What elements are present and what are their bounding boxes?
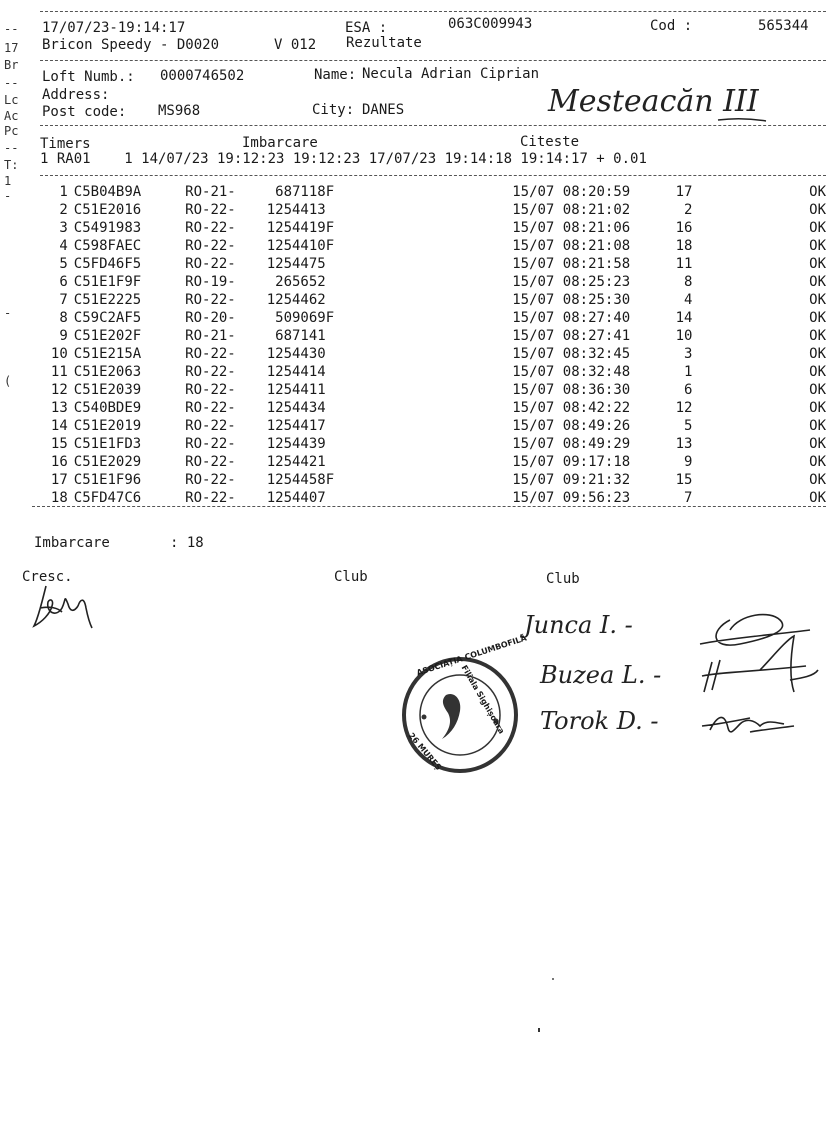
ring-prefix: RO-21- <box>185 328 236 344</box>
arrival-time: 15/07 08:21:06 <box>512 220 631 236</box>
ring-prefix: RO-22- <box>185 490 236 506</box>
status-value: OK <box>809 274 826 290</box>
witness-name-1: Junca I. - <box>524 611 633 639</box>
speck <box>552 978 554 980</box>
table-row <box>36 309 826 327</box>
loft-number-value: 0000746502 <box>160 68 245 84</box>
basket-position: 9 <box>675 454 693 470</box>
arrival-time: 15/07 08:27:40 <box>512 310 631 326</box>
arrival-time: 15/07 08:21:58 <box>512 256 631 272</box>
handwritten-underline <box>716 116 768 124</box>
arrival-time: 15/07 09:21:32 <box>512 472 631 488</box>
separator-line <box>40 60 826 61</box>
name-label: Name: <box>314 67 357 83</box>
ring-prefix: RO-22- <box>185 454 236 470</box>
ring-number: 1254458F <box>266 472 335 488</box>
table-row <box>36 219 826 237</box>
transponder-code: C51E1F96 <box>73 472 142 488</box>
table-row <box>36 345 826 363</box>
arrival-time: 15/07 08:32:45 <box>512 346 631 362</box>
row-index: 3 <box>59 220 68 236</box>
row-index: 17 <box>50 472 68 488</box>
transponder-code: C51E2019 <box>73 418 142 434</box>
arrival-time: 15/07 08:49:29 <box>512 436 631 452</box>
club-stamp <box>400 633 528 779</box>
row-index: 13 <box>50 400 68 416</box>
ring-prefix: RO-19- <box>185 274 236 290</box>
witness-name-2: Buzea L. - <box>540 661 662 689</box>
ring-prefix: RO-21- <box>185 184 236 200</box>
row-index: 6 <box>59 274 68 290</box>
status-value: OK <box>809 436 826 452</box>
transponder-code: C51E2016 <box>73 202 142 218</box>
arrival-time: 15/07 08:32:48 <box>512 364 631 380</box>
stamp-text-inner: Filiala Sighișoara <box>459 663 507 736</box>
transponder-code: C51E2225 <box>73 292 142 308</box>
edge-mark: -- <box>4 22 19 36</box>
status-value: OK <box>809 472 826 488</box>
results-body <box>36 183 826 507</box>
row-index: 2 <box>59 202 68 218</box>
transponder-code: C598FAEC <box>73 238 142 254</box>
row-index: 11 <box>50 364 68 380</box>
basket-position: 7 <box>675 490 693 506</box>
ring-prefix: RO-22- <box>185 256 236 272</box>
table-row <box>36 273 826 291</box>
club-label-2: Club <box>546 571 580 587</box>
summary-imbarcare-label: Imbarcare <box>34 535 110 551</box>
transponder-code: C5491983 <box>73 220 142 236</box>
ring-prefix: RO-22- <box>185 346 236 362</box>
citeste-column-label: Citeste <box>520 134 580 150</box>
ring-prefix: RO-22- <box>185 472 236 488</box>
arrival-time: 15/07 08:25:30 <box>512 292 631 308</box>
table-row <box>36 255 826 273</box>
ring-prefix: RO-22- <box>185 436 236 452</box>
basket-position: 5 <box>675 418 693 434</box>
transponder-code: C51E2029 <box>73 454 142 470</box>
table-row <box>36 471 826 489</box>
basket-position: 12 <box>675 400 693 416</box>
separator-line <box>40 11 826 12</box>
edge-mark: Pc <box>4 124 19 138</box>
transponder-code: C5B04B9A <box>73 184 142 200</box>
ring-number: 687141 <box>266 328 326 344</box>
speck <box>538 1028 540 1032</box>
edge-mark: Lc <box>4 93 19 107</box>
edge-mark: -- <box>4 141 19 155</box>
status-value: OK <box>809 220 826 236</box>
timers-label: Timers <box>40 136 91 152</box>
table-row <box>36 399 826 417</box>
basket-position: 2 <box>675 202 693 218</box>
cod-label: Cod : <box>650 18 693 34</box>
status-value: OK <box>809 202 826 218</box>
ring-prefix: RO-22- <box>185 400 236 416</box>
ring-number: 1254439 <box>266 436 326 452</box>
address-label: Address: <box>42 87 110 103</box>
basket-position: 14 <box>675 310 693 326</box>
transponder-code: C59C2AF5 <box>73 310 142 326</box>
ring-number: 1254419F <box>266 220 335 236</box>
arrival-time: 15/07 08:27:41 <box>512 328 631 344</box>
separator-line <box>40 175 826 176</box>
row-index: 15 <box>50 436 68 452</box>
club-label-1: Club <box>334 569 368 585</box>
edge-mark: 1 <box>4 174 12 188</box>
transponder-code: C540BDE9 <box>73 400 142 416</box>
table-row <box>36 381 826 399</box>
ring-number: 1254421 <box>266 454 326 470</box>
table-row <box>36 237 826 255</box>
summary-imbarcare-value: : 18 <box>170 535 204 551</box>
ring-prefix: RO-22- <box>185 238 236 254</box>
table-row <box>36 453 826 471</box>
ring-number: 1254430 <box>266 346 326 362</box>
transponder-code: C51E2063 <box>73 364 142 380</box>
table-row <box>36 327 826 345</box>
basket-position: 13 <box>675 436 693 452</box>
separator-line <box>40 125 826 126</box>
results-table <box>36 183 826 507</box>
edge-mark: - <box>4 189 12 203</box>
ring-prefix: RO-22- <box>185 202 236 218</box>
row-index: 12 <box>50 382 68 398</box>
status-value: OK <box>809 256 826 272</box>
status-value: OK <box>809 400 826 416</box>
arrival-time: 15/07 08:21:02 <box>512 202 631 218</box>
ring-prefix: RO-22- <box>185 292 236 308</box>
table-row <box>36 417 826 435</box>
ring-number: 1254413 <box>266 202 326 218</box>
ring-prefix: RO-22- <box>185 418 236 434</box>
status-value: OK <box>809 292 826 308</box>
edge-mark: - <box>4 306 12 320</box>
ring-prefix: RO-22- <box>185 382 236 398</box>
edge-mark: T: <box>4 158 19 172</box>
row-index: 18 <box>50 490 68 506</box>
basket-position: 8 <box>675 274 693 290</box>
esa-label: ESA : <box>345 20 388 36</box>
city-label: City: <box>312 102 355 118</box>
print-datetime: 17/07/23-19:14:17 <box>42 20 186 36</box>
ring-number: 1254407 <box>266 490 326 506</box>
ring-number: 1254462 <box>266 292 326 308</box>
arrival-time: 15/07 08:20:59 <box>512 184 631 200</box>
status-value: OK <box>809 364 826 380</box>
basket-position: 15 <box>675 472 693 488</box>
witness-signatures <box>690 600 826 760</box>
transponder-code: C51E1F9F <box>73 274 142 290</box>
status-value: OK <box>809 454 826 470</box>
row-index: 1 <box>59 184 68 200</box>
row-index: 9 <box>59 328 68 344</box>
status-value: OK <box>809 382 826 398</box>
basket-position: 17 <box>675 184 693 200</box>
basket-position: 11 <box>675 256 693 272</box>
stamp-text-bottom: 26 MUREȘ <box>406 731 444 772</box>
imbarcare-column-label: Imbarcare <box>242 135 318 151</box>
table-row <box>36 489 826 507</box>
row-index: 4 <box>59 238 68 254</box>
ring-prefix: RO-22- <box>185 364 236 380</box>
arrival-time: 15/07 08:21:08 <box>512 238 631 254</box>
arrival-time: 15/07 08:42:22 <box>512 400 631 416</box>
ring-number: 509069F <box>266 310 335 326</box>
status-value: OK <box>809 418 826 434</box>
name-value: Necula Adrian Ciprian <box>362 66 540 82</box>
transponder-code: C51E1FD3 <box>73 436 142 452</box>
basket-position: 18 <box>675 238 693 254</box>
status-value: OK <box>809 184 826 200</box>
transponder-code: C51E2039 <box>73 382 142 398</box>
ring-prefix: RO-22- <box>185 220 236 236</box>
cod-value: 565344 <box>758 18 809 34</box>
table-row <box>36 435 826 453</box>
ring-number: 1254410F <box>266 238 335 254</box>
table-row <box>36 183 826 201</box>
basket-position: 1 <box>675 364 693 380</box>
status-value: OK <box>809 328 826 344</box>
postcode-label: Post code: <box>42 104 127 120</box>
esa-value: 063C009943 <box>448 16 533 32</box>
breeder-signature <box>28 578 108 638</box>
transponder-code: C5FD46F5 <box>73 256 142 272</box>
edge-mark: Br <box>4 58 19 72</box>
postcode-value: MS968 <box>158 103 201 119</box>
status-value: OK <box>809 310 826 326</box>
arrival-time: 15/07 08:49:26 <box>512 418 631 434</box>
row-index: 7 <box>59 292 68 308</box>
ring-number: 1254417 <box>266 418 326 434</box>
basket-position: 10 <box>675 328 693 344</box>
timer-line: 1 RA01 1 14/07/23 19:12:23 19:12:23 17/07/23 19:14:18 19:14:17 + 0.01 <box>40 151 647 167</box>
device-name: Bricon Speedy - D0020 <box>42 37 220 53</box>
city-value: DANES <box>362 102 405 118</box>
row-index: 16 <box>50 454 68 470</box>
witness-name-3: Torok D. - <box>540 707 659 735</box>
arrival-time: 15/07 08:36:30 <box>512 382 631 398</box>
row-index: 8 <box>59 310 68 326</box>
loft-number-label: Loft Numb.: <box>42 69 135 85</box>
ring-number: 265652 <box>266 274 326 290</box>
transponder-code: C5FD47C6 <box>73 490 142 506</box>
basket-position: 6 <box>675 382 693 398</box>
row-index: 5 <box>59 256 68 272</box>
table-row <box>36 291 826 309</box>
edge-mark: -- <box>4 76 19 90</box>
ring-number: 1254475 <box>266 256 326 272</box>
handwritten-place: Mesteacăn III <box>548 84 759 119</box>
arrival-time: 15/07 09:17:18 <box>512 454 631 470</box>
transponder-code: C51E215A <box>73 346 142 362</box>
edge-mark: 17 <box>4 41 19 55</box>
row-index: 10 <box>50 346 68 362</box>
cresc-label: Cresc. <box>22 569 73 585</box>
basket-position: 4 <box>675 292 693 308</box>
status-value: OK <box>809 490 826 506</box>
ring-number: 1254434 <box>266 400 326 416</box>
transponder-code: C51E202F <box>73 328 142 344</box>
separator-line <box>32 506 826 507</box>
device-version: V 012 <box>274 37 317 53</box>
status-value: OK <box>809 346 826 362</box>
table-row <box>36 363 826 381</box>
ring-number: 1254411 <box>266 382 326 398</box>
edge-mark: Ac <box>4 109 19 123</box>
ring-number: 1254414 <box>266 364 326 380</box>
arrival-time: 15/07 09:56:23 <box>512 490 631 506</box>
row-index: 14 <box>50 418 68 434</box>
arrival-time: 15/07 08:25:23 <box>512 274 631 290</box>
basket-position: 16 <box>675 220 693 236</box>
report-title: Rezultate <box>346 35 422 51</box>
pigeon-icon <box>442 694 460 739</box>
stamp-text-top: ASOCIAȚIA COLUMBOFILĂ <box>415 633 528 678</box>
ring-prefix: RO-20- <box>185 310 236 326</box>
ring-number: 687118F <box>266 184 335 200</box>
edge-mark: ( <box>4 374 12 388</box>
status-value: OK <box>809 238 826 254</box>
basket-position: 3 <box>675 346 693 362</box>
table-row <box>36 201 826 219</box>
